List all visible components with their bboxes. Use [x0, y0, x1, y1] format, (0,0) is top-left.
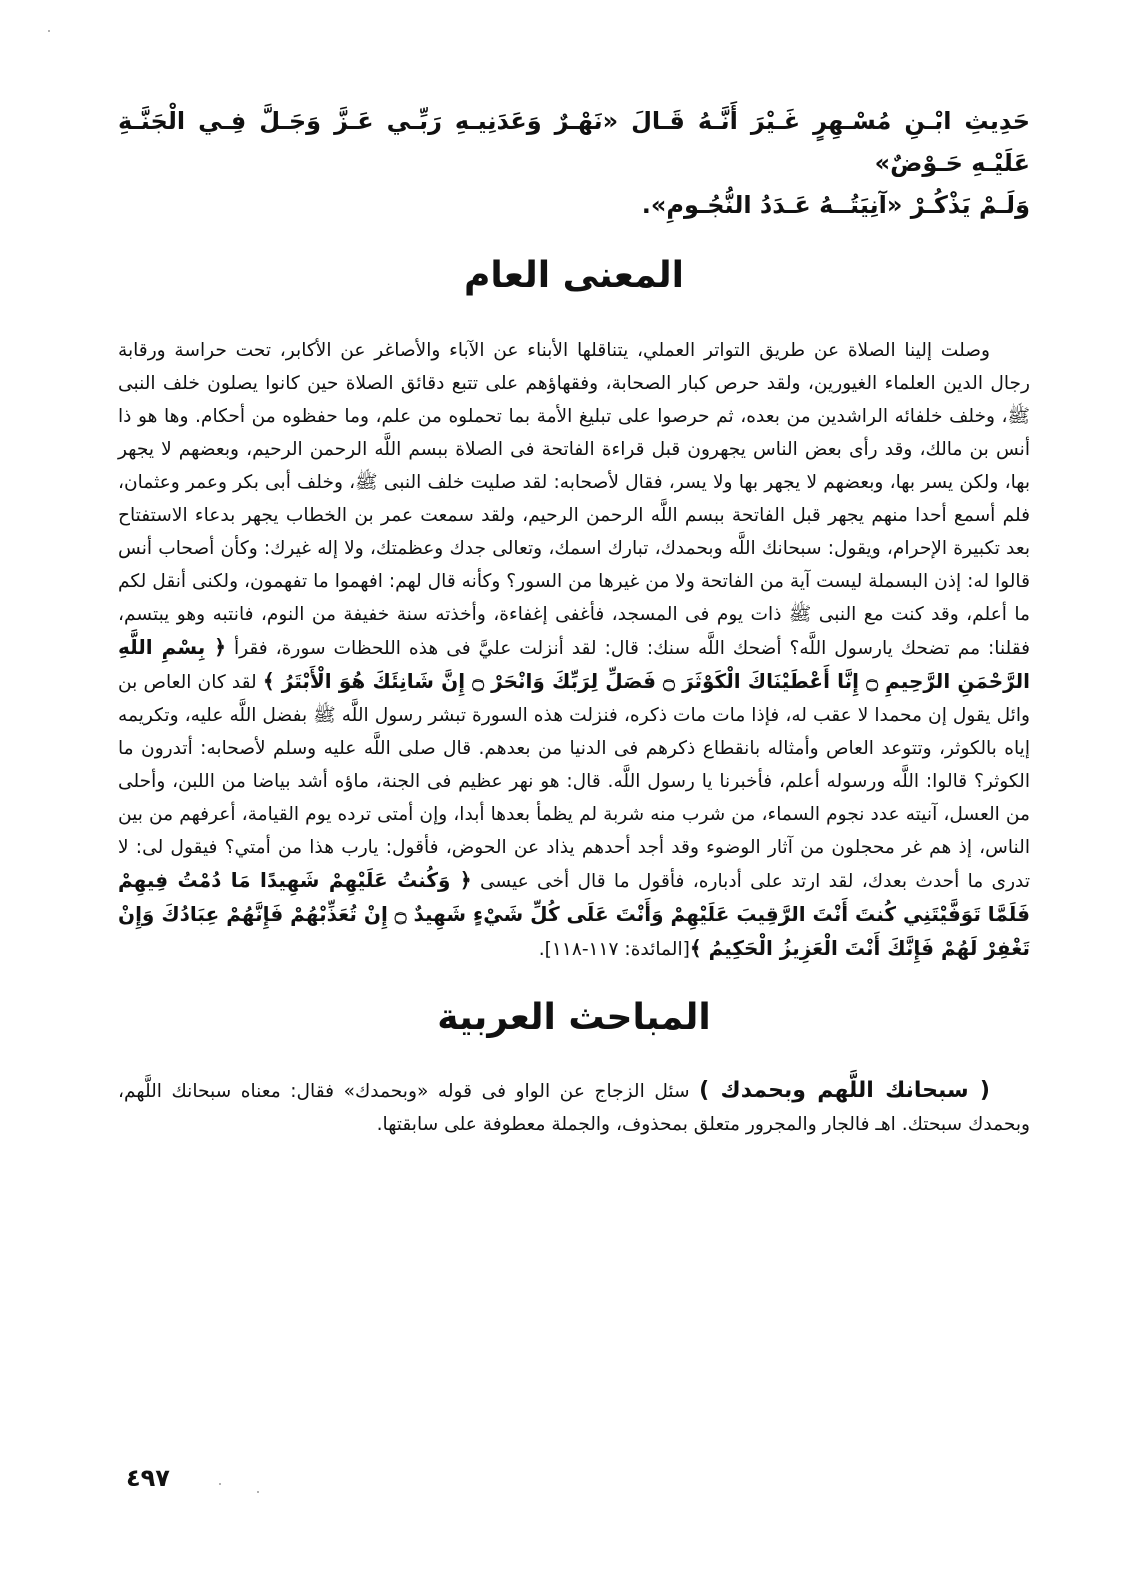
page-number: ٤٩٧ — [126, 1464, 170, 1492]
book-page — [118, 100, 1030, 1141]
scan-speck — [257, 1491, 259, 1493]
paragraph-part-2: لقد كان العاص بن وائل يقول إن محمدا لا عقب له، فإذا مات مات ذكره، فنزلت هذه السورة تبشر رسول اللَّه ﷺ بفضل اللَّه عليه، وتكريمه إياه بالكوثر، وتتوعد العاص وأمثاله بانقطاع ذكرهم فى الدنيا من بعدهم. قال صلى اللَّه عليه وسلم لأصحابه: أتدرون ما الكوثر؟ قالوا: اللَّه ورسوله أعلم، فأخبرنا يا رسول اللَّه. قال: هو نهر عظيم فى الجنة، ماؤه أشد بياضا من اللبن، وأحلى من العسل، آنيته عدد نجوم السماء، من شرب منه شربة لم يظمأ بعدها أبدا، وإن أمتى ترده يوم القيامة، أعرفهم من بين الناس، إذ هم غر محجلون من آثار الوضوء وقد أجد أحدهم يذاد عن الحوض، فأقول: يارب هذا من أمتي؟ فيقول لى: لا تدرى ما أحدث بعدك، لقد ارتد على أدباره، فأقول ما قال أخى عيسى — [118, 672, 1030, 892]
paragraph-part-1: وصلت إلينا الصلاة عن طريق التواتر العملي، يتناقلها الأبناء عن الآباء والأصاغر عن الأكابر، تحت حراسة ورقابة رجال الدين العلماء الغيورين، ولقد حرص كبار الصحابة، وفقهاؤهم على تتبع دقائق الصلاة حين كانوا يصلون خلف النبى ﷺ، وخلف خلفائه الراشدين من بعده، ثم حرصوا على تبليغ الأمة بما تحملوه من علم، وما حفظوه من أحكام. وها هو ذا أنس بن مالك، وقد رأى بعض الناس يجهرون قبل قراءة الفاتحة فى الصلاة ببسم اللَّه الرحمن الرحيم، وبعضهم لا يجهر بها، ولكن يسر بها، وبعضهم لا يجهر بها ولا يسر، فقال لأصحابه: لقد صليت خلف النبى ﷺ، وخلف أبى بكر وعمر وعثمان، فلم أسمع أحدا منهم يجهر قبل الفاتحة ببسم اللَّه الرحمن الرحيم، ولقد سمعت عمر بن الخطاب يجهر بدعاء الاستفتاح بعد تكبيرة الإحرام، ويقول: سبحانك اللَّه وبحمدك، تبارك اسمك، وتعالى جدك وعظمتك، ولا إله غيرك: وكأن أصحاب أنس قالوا له: إذن البسملة ليست آية من الفاتحة ولا من غيرها من السور؟ وكأنه قال لهم: افهموا ما تفهمون، ولكنى أنقل لكم ما أعلم، وقد كنت مع النبى ﷺ ذات يوم فى المسجد، فأغفى إغفاءة، وأخذته سنة خفيفة من النوم، فانتبه وهو يبتسم، فقلنا: مم تضحك يارسول اللَّه؟ أضحك اللَّه سنك: قال: لقد أنزلت عليَّ فى هذه اللحظات سورة، فقرأ — [118, 340, 1030, 659]
hadith-line-2: وَلَـمْ يَذْكُـرْ «آنِيَتُــهُ عَـدَدُ النُّجُـومِ». — [641, 191, 1030, 219]
quran-close-bracket: ﴾ — [262, 669, 275, 693]
hadith-continuation — [118, 100, 1030, 226]
quran-open-bracket: ﴿ — [214, 635, 226, 659]
studied-term: ( سبحانك اللَّهم وبحمدك ) — [699, 1078, 990, 1103]
section-title-general-meaning: المعنى العام — [463, 255, 685, 296]
quran-citation: [المائدة: ١١٧-١١٨]. — [538, 939, 690, 960]
arabic-studies-paragraph — [118, 1074, 1030, 1141]
quran-open-bracket: ﴿ — [459, 868, 472, 892]
term-explanation: سئل الزجاج عن الواو فى قوله «وبحمدك» فقال: معناه سبحانك اللَّهم، وبحمدك سبحتك. اهـ فالجار والمجرور متعلق بمحذوف، والجملة معطوفة على سابقتها. — [118, 1081, 1030, 1135]
scan-speck — [48, 30, 50, 32]
hadith-line-1: حَدِيثِ ابْـنِ مُسْـهِرٍ غَـيْرَ أَنَّـهُ قَـالَ «نَهْـرٌ وَعَدَنِيـهِ رَبِّـي عَـزَّ وَجَـلَّ فِـي الْجَنَّـةِ عَلَيْـهِ حَـوْضٌ» — [118, 107, 1030, 177]
general-meaning-paragraph — [118, 334, 1030, 966]
quran-close-bracket: ﴾ — [689, 936, 702, 960]
quran-text-al-kawthar: بِسْمِ اللَّهِ الرَّحْمَنِ الرَّحِيمِ ۝ إِنَّا أَعْطَيْنَاكَ الْكَوْثَرَ ۝ فَصَلِّ لِرَبِّكَ وَانْحَرْ ۝ إِنَّ شَانِئَكَ هُوَ الْأَبْتَرُ — [118, 635, 1030, 693]
section-title-arabic-studies: المباحث العربية — [437, 997, 711, 1038]
scan-speck — [219, 1483, 221, 1485]
quran-text-al-maidah: وَكُنتُ عَلَيْهِمْ شَهِيدًا مَا دُمْتُ فِيهِمْ فَلَمَّا تَوَفَّيْتَنِي كُنتَ أَنْتَ الرَّقِيبَ عَلَيْهِمْ وَأَنْتَ عَلَى كُلِّ شَيْءٍ شَهِيدٌ ۝ إِنْ تُعَذِّبْهُمْ فَإِنَّهُمْ عِبَادُكَ وَإِنْ تَغْفِرْ لَهُمْ فَإِنَّكَ أَنْتَ الْعَزِيزُ الْحَكِيمُ — [118, 868, 1030, 960]
